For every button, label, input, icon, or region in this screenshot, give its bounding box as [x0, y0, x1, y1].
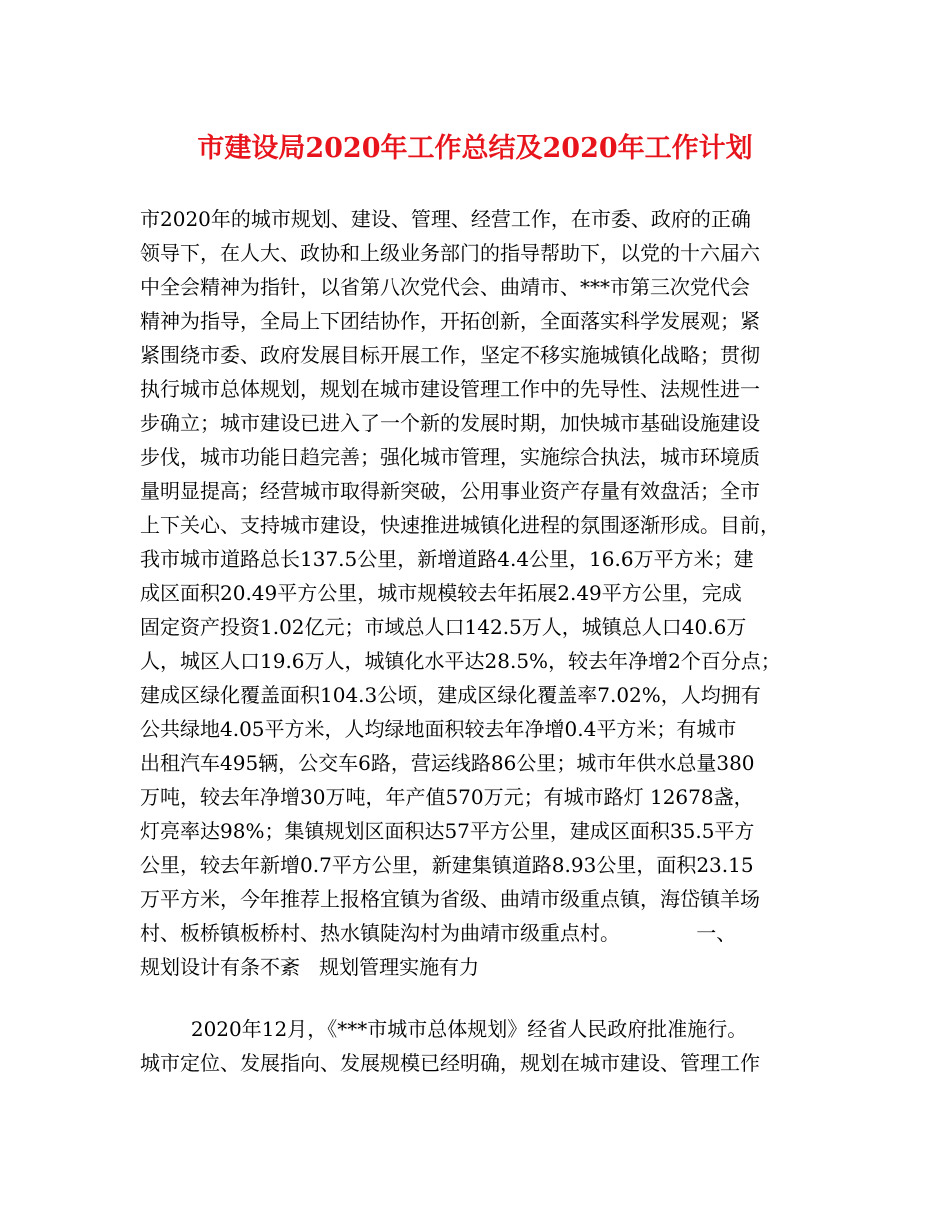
- body-line-10: 上下关心、支持城市建设，快速推进城镇化进程的氛围逐渐形成。目前，: [140, 513, 780, 537]
- body-line-2: 领导下，在人大、政协和上级业务部门的指导帮助下，以党的十六届六: [140, 241, 760, 265]
- document-title: 市建设局2020年工作总结及2020年工作计划: [197, 133, 753, 164]
- body-line-25: 城市定位、发展指向、发展规模已经明确，规划在城市建设、管理工作: [140, 1051, 760, 1075]
- body-line-8: 步伐，城市功能日趋完善；强化城市管理，实施综合执法，城市环境质: [140, 445, 760, 469]
- body-line-21: 万平方米，今年推荐上报格宜镇为省级、曲靖市级重点镇，海岱镇羊场: [140, 887, 760, 911]
- body-line-7: 步确立；城市建设已进入了一个新的发展时期，加快城市基础设施建设: [140, 411, 760, 435]
- body-line-22: 村、板桥镇板桥村、热水镇陡沟村为曲靖市级重点村。 一、: [140, 921, 737, 945]
- body-line-17: 出租汽车495辆，公交车6路，营运线路86公里；城市年供水总量380: [140, 751, 755, 775]
- body-line-18: 万吨，较去年净增30万吨，年产值570万元；有城市路灯 12678盏，: [140, 785, 754, 809]
- body-line-5: 紧围绕市委、政府发展目标开展工作，坚定不移实施城镇化战略；贯彻: [140, 343, 760, 367]
- body-line-12: 成区面积20.49平方公里，城市规模较去年拓展2.49平方公里，完成: [140, 581, 742, 605]
- body-line-19: 灯亮率达98%；集镇规划区面积达57平方公里，建成区面积35.5平方: [140, 819, 755, 843]
- body-line-4: 精神为指导，全局上下团结协作，开拓创新，全面落实科学发展观；紧: [140, 309, 760, 333]
- body-line-9: 量明显提高；经营城市取得新突破，公用事业资产存量有效盘活；全市: [140, 479, 760, 503]
- body-line-16: 公共绿地4.05平方米，人均绿地面积较去年净增0.4平方米；有城市: [140, 717, 737, 741]
- body-line-1: 市2020年的城市规划、建设、管理、经营工作，在市委、政府的正确: [140, 207, 751, 231]
- body-line-14: 人，城区人口19.6万人，城镇化水平达28.5%，较去年净增2个百分点；: [140, 649, 781, 673]
- body-line-13: 固定资产投资1.02亿元；市域总人口142.5万人，城镇总人口40.6万: [140, 615, 747, 639]
- body-line-3: 中全会精神为指针，以省第八次党代会、曲靖市、***市第三次党代会: [140, 275, 750, 299]
- body-line-6: 执行城市总体规划，规划在城市建设管理工作中的先导性、法规性进一: [140, 377, 760, 401]
- body-line-20: 公里，较去年新增0.7平方公里，新建集镇道路8.93公里，面积23.15: [140, 853, 754, 877]
- body-line-11: 我市城市道路总长137.5公里，新增道路4.4公里，16.6万平方米；建: [140, 547, 754, 571]
- body-line-24: 2020年12月，《***市城市总体规划》经省人民政府批准施行。: [140, 1017, 748, 1041]
- section-heading-1: 规划设计有条不紊 规划管理实施有力: [140, 955, 480, 979]
- body-line-15: 建成区绿化覆盖面积104.3公顷，建成区绿化覆盖率7.02%，人均拥有: [140, 683, 761, 707]
